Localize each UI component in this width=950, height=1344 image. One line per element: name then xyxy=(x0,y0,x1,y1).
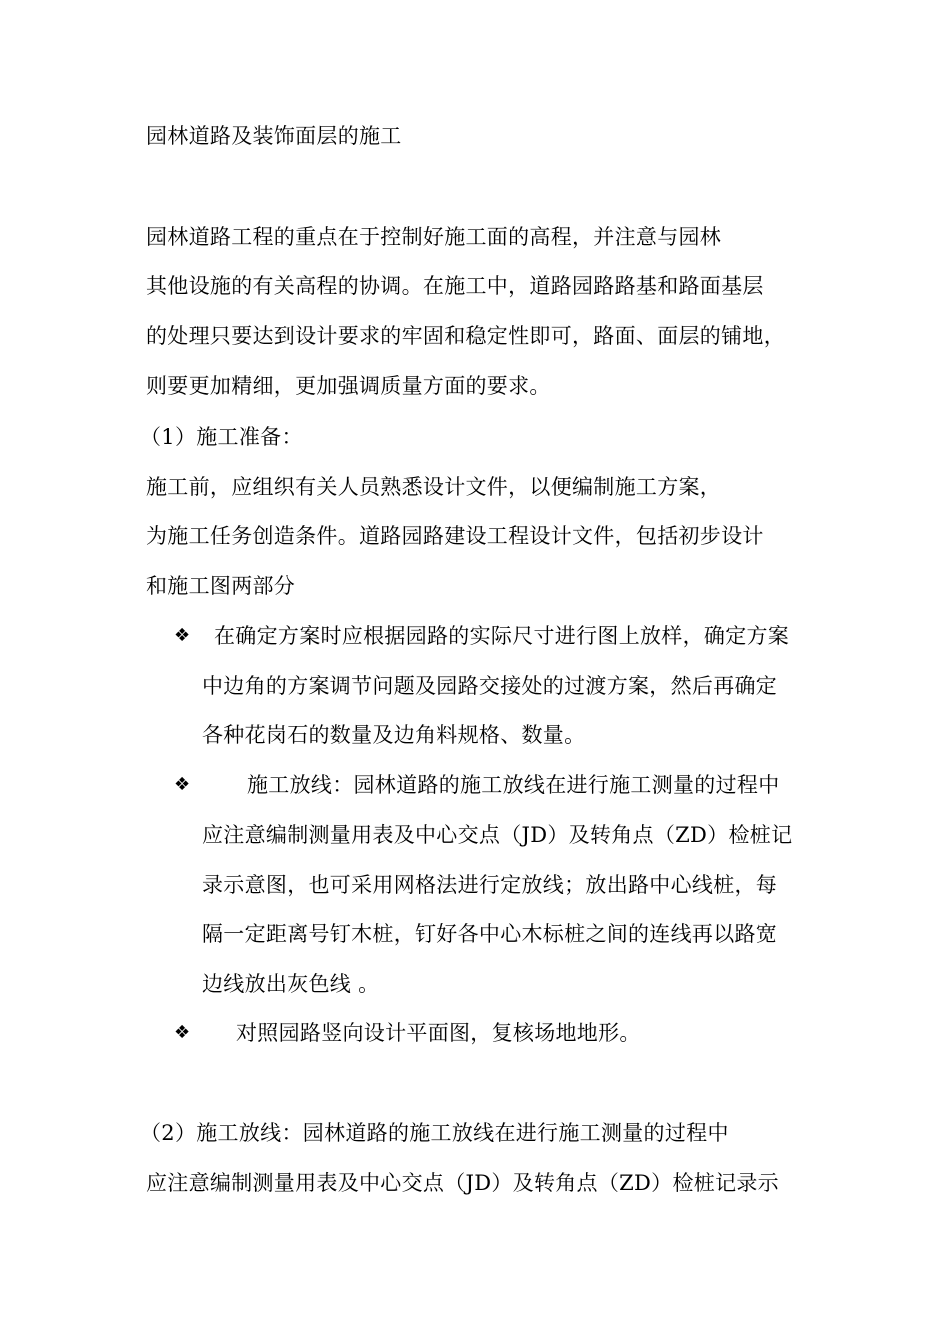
diamond-bullet-icon: ❖ xyxy=(174,774,191,795)
section1-line-1: 施工前，应组织有关人员熟悉设计文件，以便编制施工方案， xyxy=(146,475,722,499)
intro-line-3: 的处理只要达到设计要求的牢固和稳定性即可，路面、面层的铺地， xyxy=(146,324,785,348)
intro-line-4: 则要更加精细，更加强调质量方面的要求。 xyxy=(146,374,551,398)
bullet2-line-1: 施工放线：园林道路的施工放线在进行施工测量的过程中 xyxy=(247,773,780,797)
bullet2-line-3: 录示意图，也可采用网格法进行定放线；放出路中心线桩，每 xyxy=(202,873,778,897)
bullet1-line-2: 中边角的方案调节问题及园路交接处的过渡方案，然后再确定 xyxy=(202,674,778,698)
bullet1-line-1: 在确定方案时应根据园路的实际尺寸进行图上放样，确定方案 xyxy=(214,624,790,648)
document-title: 园林道路及装饰面层的施工 xyxy=(146,124,402,148)
section2-line-2: 应注意编制测量用表及中心交点（JD）及转角点（ZD）检桩记录示 xyxy=(146,1171,779,1195)
section2-line-1: （2）施工放线：园林道路的施工放线在进行施工测量的过程中 xyxy=(140,1121,729,1145)
bullet3-line-1: 对照园路竖向设计平面图，复核场地地形。 xyxy=(236,1021,641,1045)
bullet2-line-4: 隔一定距离号钉木桩，钉好各中心木标桩之间的连线再以路宽 xyxy=(202,922,778,946)
intro-line-1: 园林道路工程的重点在于控制好施工面的高程，并注意与园林 xyxy=(146,225,722,249)
diamond-bullet-icon: ❖ xyxy=(174,625,191,646)
section1-heading: （1）施工准备： xyxy=(140,425,303,449)
intro-line-2: 其他设施的有关高程的协调。在施工中，道路园路路基和路面基层 xyxy=(146,274,764,298)
section1-line-3: 和施工图两部分 xyxy=(146,574,296,598)
diamond-bullet-icon: ❖ xyxy=(174,1022,191,1043)
section1-line-2: 为施工任务创造条件。道路园路建设工程设计文件，包括初步设计 xyxy=(146,524,764,548)
bullet2-line-2: 应注意编制测量用表及中心交点（JD）及转角点（ZD）检桩记 xyxy=(202,823,793,847)
bullet1-line-3: 各种花岗石的数量及边角料规格、数量。 xyxy=(202,723,586,747)
bullet2-line-5: 边线放出灰色线 。 xyxy=(202,972,380,996)
